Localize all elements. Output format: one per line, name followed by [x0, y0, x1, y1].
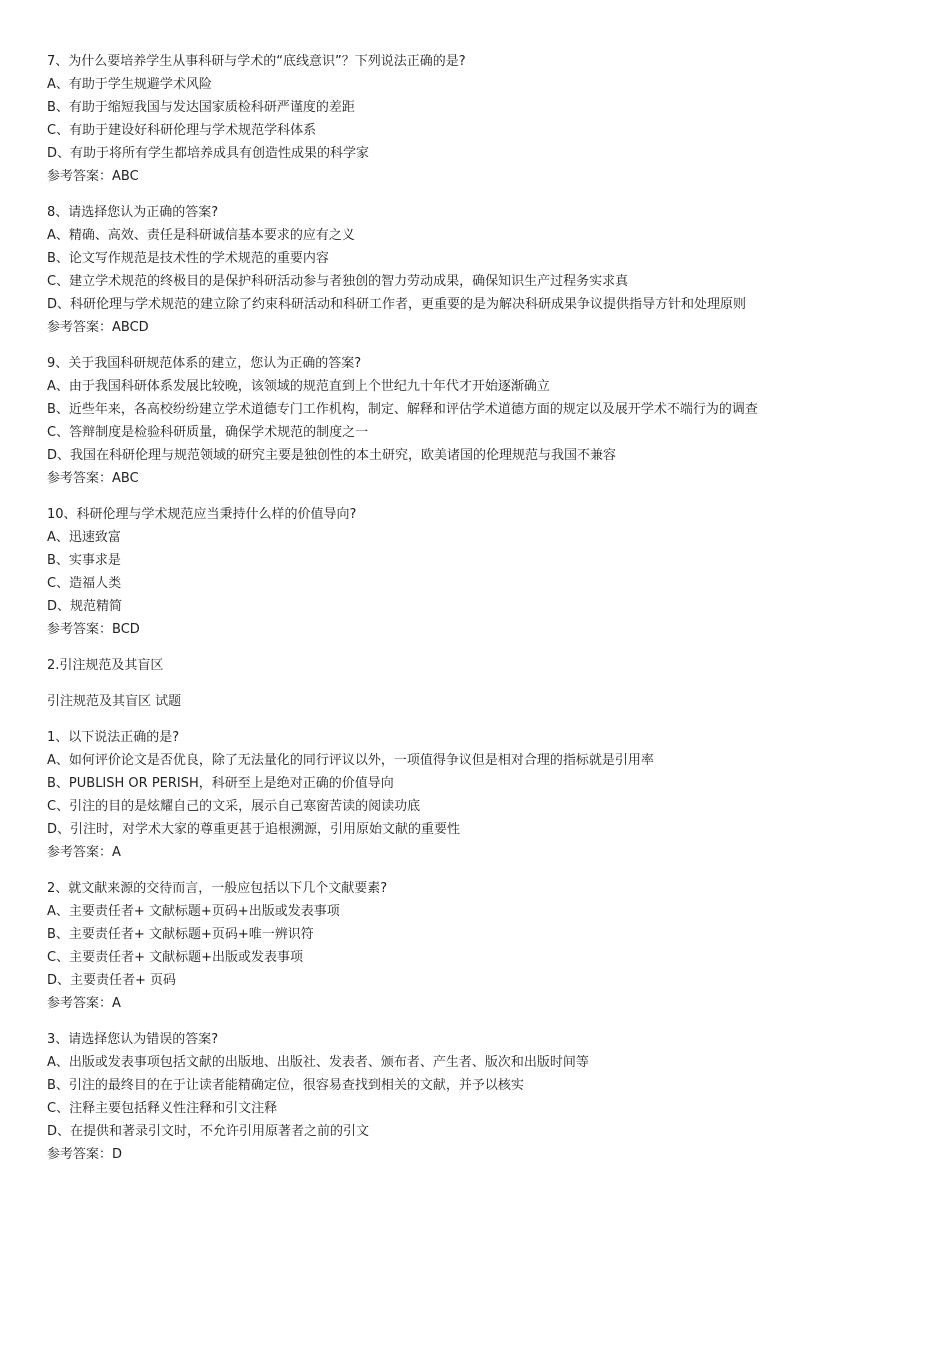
section-title: 2.引注规范及其盲区 — [47, 658, 164, 673]
option-b: B、主要责任者+ 文献标题+页码+唯一辨识符 — [47, 927, 314, 942]
question-text: 9、关于我国科研规范体系的建立，您认为正确的答案? — [47, 356, 362, 371]
option-a: A、如何评价论文是否优良，除了无法量化的同行评议以外，一项值得争议但是相对合理的指标就是引用率 — [47, 753, 654, 768]
option-d: D、科研伦理与学术规范的建立除了约束科研活动和科研工作者，更重要的是为解决科研成果争议提供指导方针和处理原则 — [47, 297, 747, 312]
section-heading — [47, 654, 950, 677]
option-d: D、主要责任者+ 页码 — [47, 973, 177, 988]
question-text: 2、就文献来源的交待而言，一般应包括以下几个文献要素? — [47, 881, 388, 896]
option-b: B、实事求是 — [47, 553, 121, 568]
option-c: C、答辩制度是检验科研质量，确保学术规范的制度之一 — [47, 425, 369, 440]
option-b: B、近些年来，各高校纷纷建立学术道德专门工作机构，制定、解释和评估学术道德方面的规定以及展开学术不端行为的调查 — [47, 402, 758, 417]
question-block — [47, 503, 950, 641]
question-text: 3、请选择您认为错误的答案? — [47, 1032, 219, 1047]
option-c: C、有助于建设好科研伦理与学术规范学科体系 — [47, 123, 317, 138]
option-c: C、建立学术规范的终极目的是保护科研活动参与者独创的智力劳动成果，确保知识生产过程务实求真 — [47, 274, 629, 289]
option-a: A、主要责任者+ 文献标题+页码+出版或发表事项 — [47, 904, 340, 919]
reference-answer: 参考答案：ABC — [47, 471, 139, 486]
question-block — [47, 201, 950, 339]
option-d: D、引注时，对学术大家的尊重更甚于追根溯源，引用原始文献的重要性 — [47, 822, 461, 837]
question-text: 10、科研伦理与学术规范应当秉持什么样的价值导向? — [47, 507, 357, 522]
question-text: 8、请选择您认为正确的答案? — [47, 205, 219, 220]
reference-answer: 参考答案：A — [47, 996, 121, 1011]
option-a: A、迅速致富 — [47, 530, 121, 545]
question-block — [47, 1028, 950, 1166]
option-c: C、引注的目的是炫耀自己的文采，展示自己寒窗苦读的阅读功底 — [47, 799, 421, 814]
option-b: B、引注的最终目的在于让读者能精确定位，很容易查找到相关的文献，并予以核实 — [47, 1078, 524, 1093]
option-a: A、精确、高效、责任是科研诚信基本要求的应有之义 — [47, 228, 355, 243]
subsection-heading — [47, 690, 950, 713]
option-a: A、由于我国科研体系发展比较晚，该领域的规范直到上个世纪九十年代才开始逐渐确立 — [47, 379, 550, 394]
subsection-title: 引注规范及其盲区 试题 — [47, 694, 182, 709]
option-d: D、在提供和著录引文时，不允许引用原著者之前的引文 — [47, 1124, 370, 1139]
option-b: B、论文写作规范是技术性的学术规范的重要内容 — [47, 251, 329, 266]
option-d: D、规范精简 — [47, 599, 123, 614]
reference-answer: 参考答案：BCD — [47, 622, 140, 637]
question-block — [47, 50, 950, 188]
question-text: 7、为什么要培养学生从事科研与学术的“底线意识”？下列说法正确的是? — [47, 54, 466, 69]
reference-answer: 参考答案：ABCD — [47, 320, 149, 335]
option-d: D、我国在科研伦理与规范领域的研究主要是独创性的本土研究，欧美诸国的伦理规范与我国不兼容 — [47, 448, 617, 463]
question-block — [47, 726, 950, 864]
question-text: 1、以下说法正确的是? — [47, 730, 180, 745]
option-b: B、PUBLISH OR PERISH，科研至上是绝对正确的价值导向 — [47, 776, 394, 791]
option-c: C、注释主要包括释义性注释和引文注释 — [47, 1101, 278, 1116]
question-block — [47, 877, 950, 1015]
option-a: A、有助于学生规避学术风险 — [47, 77, 212, 92]
reference-answer: 参考答案：A — [47, 845, 121, 860]
option-c: C、造福人类 — [47, 576, 122, 591]
option-d: D、有助于将所有学生都培养成具有创造性成果的科学家 — [47, 146, 370, 161]
option-c: C、主要责任者+ 文献标题+出版或发表事项 — [47, 950, 303, 965]
option-a: A、出版或发表事项包括文献的出版地、出版社、发表者、颁布者、产生者、版次和出版时间等 — [47, 1055, 589, 1070]
reference-answer: 参考答案：D — [47, 1147, 123, 1162]
reference-answer: 参考答案：ABC — [47, 169, 139, 184]
question-block — [47, 352, 950, 490]
option-b: B、有助于缩短我国与发达国家质检科研严谨度的差距 — [47, 100, 355, 115]
